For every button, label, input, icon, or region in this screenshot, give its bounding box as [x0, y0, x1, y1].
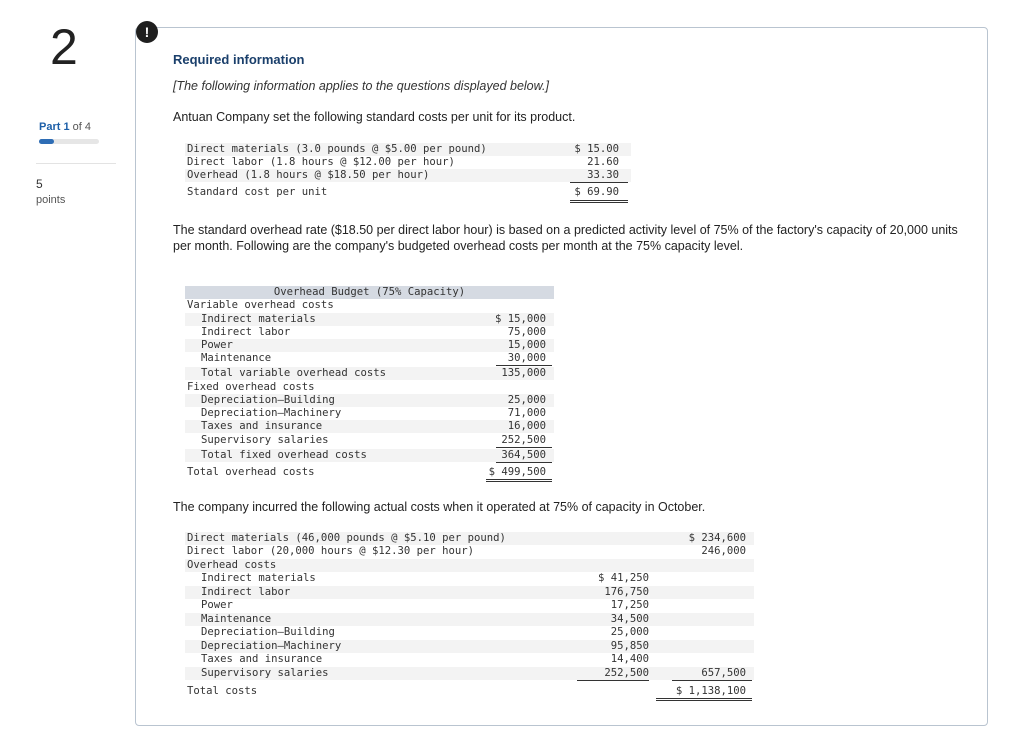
- table-row: Power 15,000: [185, 339, 554, 352]
- table-row: Power 17,250: [201, 599, 649, 611]
- rail-divider: [36, 163, 116, 164]
- table-row: Overhead (1.8 hours @ $18.50 per hour) 33.30: [185, 169, 631, 182]
- table-row: Direct labor (1.8 hours @ $12.00 per hour) 21.60: [187, 156, 619, 168]
- table-row: Supervisory salaries 252,500: [201, 434, 546, 446]
- table-row: Standard cost per unit $ 69.90: [187, 186, 619, 198]
- total-rule: [486, 479, 552, 480]
- required-info-title: Required information: [173, 52, 305, 67]
- total-rule: [570, 202, 628, 203]
- overhead-rate-paragraph: The standard overhead rate ($18.50 per direct labor hour) is based on a predicted activity level of 75% of the factory's capacity of 20,000 units per month. Following are the company's budgeted overhead costs per month at the 75% capacity level.: [173, 223, 958, 253]
- table-row: Taxes and insurance 16,000: [185, 420, 554, 433]
- table-row: Overhead costs: [185, 559, 754, 572]
- subtotal-rule: [672, 680, 752, 681]
- table-row: Total overhead costs $ 499,500: [187, 466, 546, 478]
- table-row: Depreciation—Building 25,000: [201, 626, 649, 638]
- part-indicator: Part 1 of 4: [39, 121, 92, 133]
- table-row: Indirect materials $ 15,000: [185, 313, 554, 326]
- subtotal-rule: [570, 182, 628, 183]
- overhead-budget-title: Overhead Budget (75% Capacity): [273, 286, 466, 298]
- table-row: Taxes and insurance 14,400: [201, 653, 649, 665]
- table-row: Indirect materials $ 41,250: [201, 572, 649, 584]
- alert-icon: !: [136, 21, 158, 43]
- table-row: Indirect labor 75,000: [201, 326, 546, 338]
- question-number: 2: [50, 19, 78, 75]
- actual-costs-intro: The company incurred the following actual costs when it operated at 75% of capacity in October.: [173, 500, 706, 514]
- table-row: Direct materials (3.0 pounds @ $5.00 per pound) $ 15.00: [185, 143, 631, 156]
- table-row: Total fixed overhead costs 364,500: [185, 449, 554, 462]
- subtotal-rule: [496, 462, 552, 463]
- part-label: Part 1: [39, 121, 70, 133]
- part-progress-fill: [39, 139, 54, 144]
- subtotal-rule: [577, 680, 649, 681]
- fixed-heading: Fixed overhead costs: [187, 381, 315, 393]
- table-row: Depreciation—Machinery 71,000: [201, 407, 546, 419]
- table-row: Direct labor (20,000 hours @ $12.30 per hour) 246,000: [187, 545, 746, 557]
- required-info-note: [The following information applies to the questions displayed below.]: [173, 79, 549, 93]
- intro-text: Antuan Company set the following standard costs per unit for its product.: [173, 110, 576, 124]
- table-row: Maintenance 30,000: [201, 352, 546, 364]
- part-progress-bar: [39, 139, 99, 144]
- table-row: Direct materials (46,000 pounds @ $5.10 per pound) $ 234,600: [185, 532, 754, 545]
- table-row: Total variable overhead costs 135,000: [185, 367, 554, 380]
- variable-heading: Variable overhead costs: [187, 299, 334, 311]
- total-rule: [656, 700, 752, 701]
- table-row: Maintenance 34,500: [185, 613, 754, 626]
- table-row: Total costs $ 1,138,100: [187, 685, 746, 697]
- total-rule: [570, 200, 628, 201]
- subtotal-rule: [496, 447, 552, 448]
- table-row: Depreciation—Building 25,000: [185, 394, 554, 407]
- subtotal-rule: [496, 365, 552, 366]
- points-label: points: [36, 194, 66, 206]
- total-rule: [656, 698, 752, 699]
- table-row: Depreciation—Machinery 95,850: [185, 640, 754, 653]
- points-value: 5: [36, 177, 43, 191]
- table-row: Supervisory salaries 252,500 657,500: [185, 667, 754, 680]
- table-row: Indirect labor 176,750: [185, 586, 754, 599]
- total-rule: [486, 481, 552, 482]
